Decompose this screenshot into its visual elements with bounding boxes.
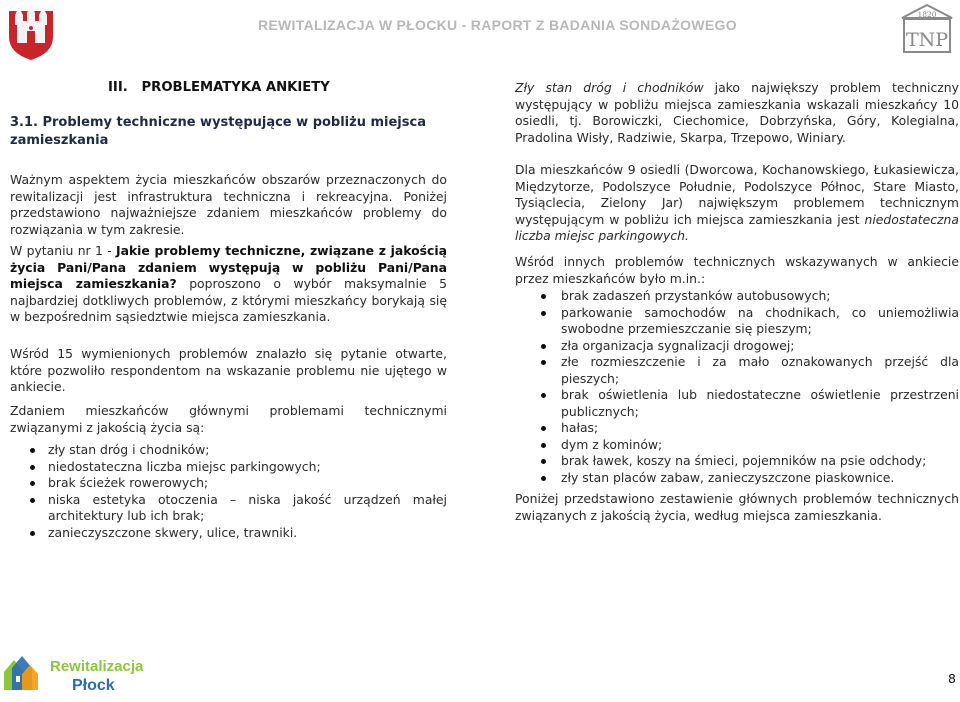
left-paragraph-4: Zdaniem mieszkańców głównymi problemami technicznymi związanymi z jakością życia są: (10, 403, 447, 435)
paragraph-text: Dla mieszkańców 9 osiedli (Dworcowa, Kochanowskiego, Łukasiewicza, Międzytorze, Podolszyce Południe, Podolszyce Północ, Stare Miasto, Tysiąclecia, Zielony Jar) największym problemem technicznym występującym w pobliżu ich miejsca zamieszkania jest (515, 162, 959, 227)
left-paragraph-2 (10, 243, 447, 326)
subsection-heading: 3.1. Problemy techniczne występujące w pobliżu miejsca zamieszkania (10, 115, 426, 148)
list-item: zły stan dróg i chodników; (10, 442, 447, 459)
section-heading: III. PROBLEMATYKA ANKIETY (108, 80, 330, 95)
question-rest: poproszono o wybór maksymalnie 5 najbardziej dotkliwych problemów, z którymi mieszkańcy borykają się w bezpośrednim sąsiedztwie miejsca zamieszkania. (10, 276, 447, 324)
paragraph-text: jako największy problem techniczny występujący w pobliżu miejsca zamieszkania wskazali mieszkańcy 10 osiedli, tj. Borowiczki, Ciechomice, Dobrzyńska, Góry, Kolegialna, Pradolina Wisły, Radziwie, Skarpa, Trzepowo, Winiary. (515, 80, 959, 145)
question-text: Jakie problemy techniczne, związane z jakością życia Pani/Pana zdaniem występują w pobliżu Pani/Pana miejsca zamieszkania? (10, 243, 447, 291)
list-item: brak ścieżek rowerowych; (10, 475, 447, 492)
header-title: REWITALIZACJA W PŁOCKU - RAPORT Z BADANIA SONDAŻOWEGO (258, 17, 737, 33)
right-paragraph-3: Wśród innych problemów technicznych wskazywanych w ankiecie przez mieszkańców było m.in.: (515, 254, 959, 286)
right-paragraph-1 (515, 80, 959, 146)
list-item: brak ławek, koszy na śmieci, pojemników na psie odchody; (515, 453, 959, 470)
list-item: brak zadaszeń przystanków autobusowych; (515, 288, 959, 305)
right-paragraph-2 (515, 162, 959, 245)
list-item: niedostateczna liczba miejsc parkingowych; (10, 459, 447, 476)
rewitalizacja-plock-logo (0, 650, 150, 696)
left-bullet-list (10, 442, 447, 541)
page-number: 8 (948, 671, 956, 686)
list-item: brak oświetlenia lub niedostateczne oświetlenie przestrzeni publicznych; (515, 387, 959, 420)
tnp-letters: TNP (905, 29, 949, 51)
tnp-logo (898, 2, 956, 54)
list-item: hałas; (515, 420, 959, 437)
left-paragraph-1: Ważnym aspektem życia mieszkańców obszarów przeznaczonych do rewitalizacji jest infrastruktura techniczna i rekreacyjna. Poniżej przedstawiono najważniejsze zdaniem mieszkańców problemy do rozwiązania w tym zakresie. (10, 172, 447, 237)
list-item: parkowanie samochodów na chodnikach, co uniemożliwia swobodne przemieszczanie się pieszym; (515, 305, 959, 338)
question-lead: W pytaniu nr 1 - (10, 243, 116, 258)
left-paragraph-3: Wśród 15 wymienionych problemów znalazło się pytanie otwarte, które pozwoliło respondentom na wskazanie problemu nie ujętego w ankiecie. (10, 346, 447, 394)
tnp-year: 1820 (917, 10, 937, 19)
plock-coat-of-arms-icon (6, 3, 56, 61)
emphasis-text: niedostateczna liczba miejsc parkingowych. (515, 211, 959, 243)
list-item: złe rozmieszczenie i za mało oznakowanych przejść dla pieszych; (515, 354, 959, 387)
right-bullet-list (515, 288, 959, 486)
list-item: zła organizacja sygnalizacji drogowej; (515, 338, 959, 355)
list-item: niska estetyka otoczenia – niska jakość urządzeń małej architektury lub ich brak; (10, 492, 447, 525)
right-paragraph-4: Poniżej przedstawiono zestawienie głównych problemów technicznych związanych z jakością życia, według miejsca zamieszkania. (515, 491, 959, 523)
list-item: zanieczyszczone skwery, ulice, trawniki. (10, 525, 447, 542)
logo-line-1: Rewitalizacja (50, 658, 144, 675)
emphasis-text: Zły stan dróg i chodników (515, 80, 704, 95)
list-item: zły stan placów zabaw, zanieczyszczone piaskownice. (515, 470, 959, 487)
logo-line-2: Płock (72, 677, 115, 694)
list-item: dym z kominów; (515, 437, 959, 454)
